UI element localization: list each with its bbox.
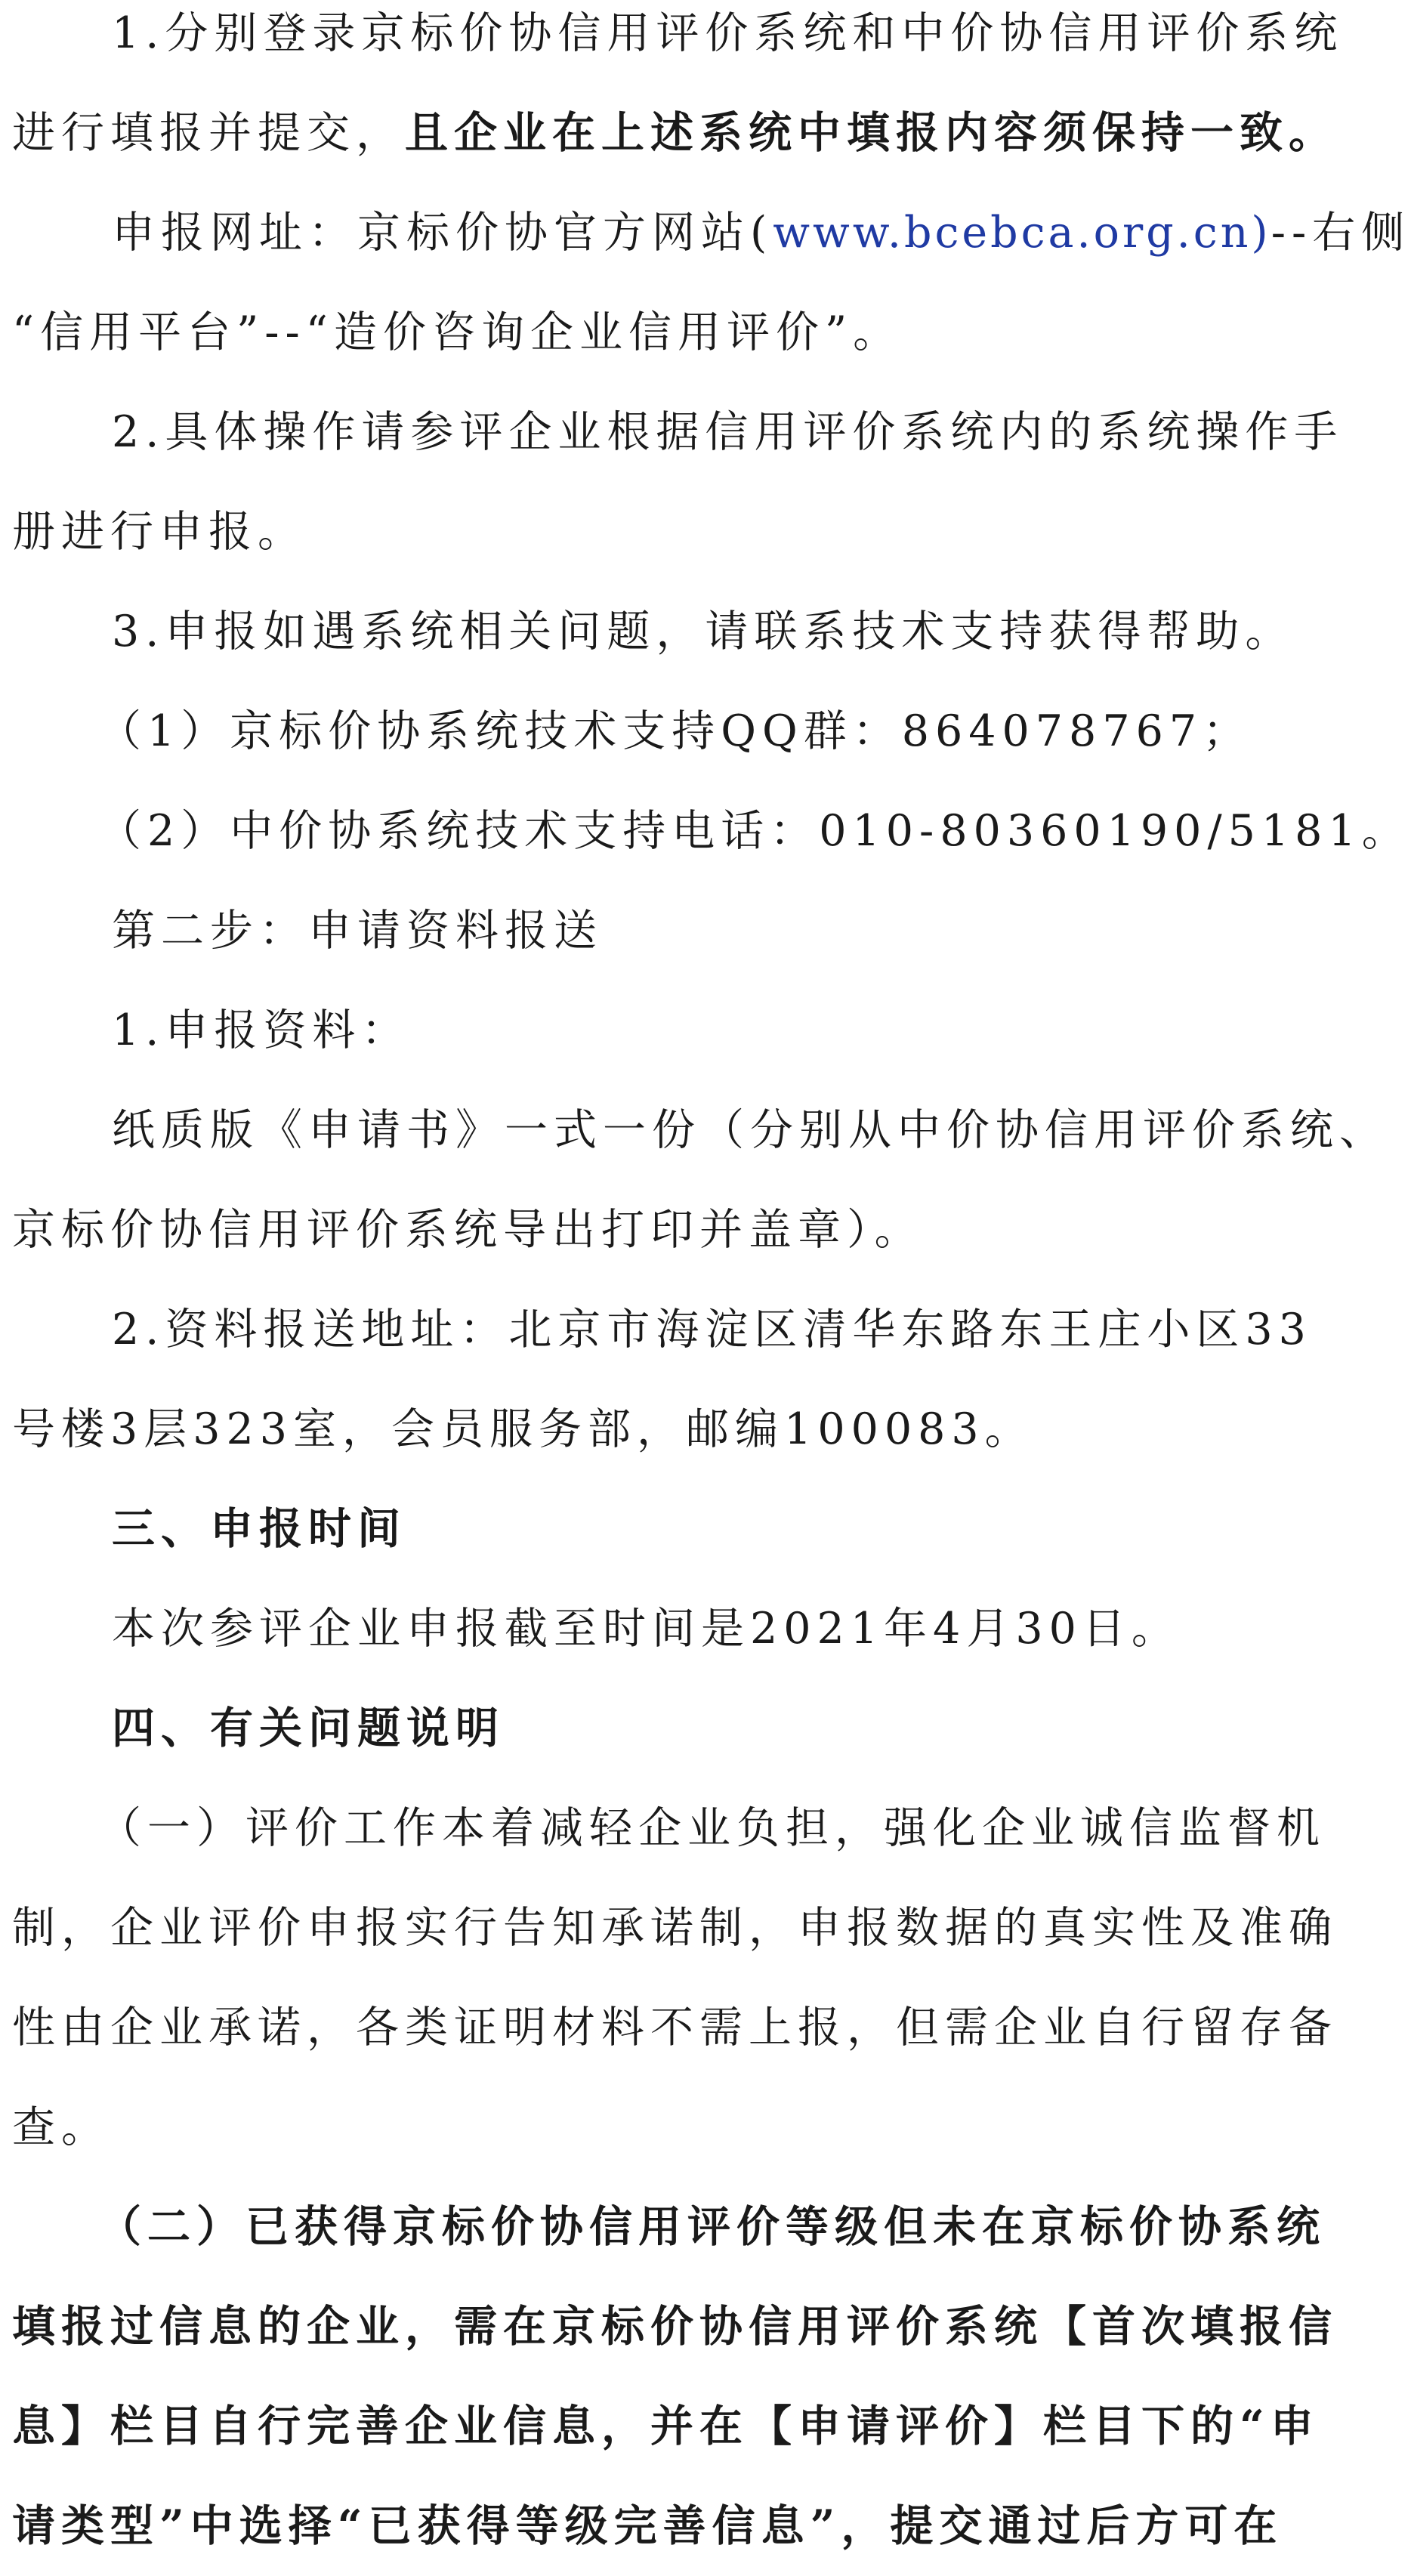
text-line-25 bbox=[12, 2377, 1394, 2476]
line-3-post-text: --右侧 bbox=[1271, 208, 1411, 258]
text-line-8 bbox=[98, 681, 1394, 781]
section-heading-notes bbox=[112, 1679, 1394, 1778]
line-4-text: “信用平台”--“造价咨询企业信用评价”。 bbox=[12, 307, 903, 357]
text-line-23 bbox=[98, 2177, 1394, 2277]
text-line-17 bbox=[112, 1579, 1394, 1679]
line-23-text: （二）已获得京标价协信用评价等级但未在京标价协系统 bbox=[98, 2201, 1326, 2252]
text-line-12 bbox=[112, 1080, 1394, 1180]
text-line-14 bbox=[112, 1280, 1394, 1379]
line-21-text: 性由企业承诺，各类证明材料不需上报，但需企业自行留存备 bbox=[12, 2003, 1338, 2052]
line-11-text: 1.申报资料： bbox=[112, 1005, 411, 1055]
text-line-2 bbox=[12, 83, 1394, 183]
line-5-text: 2.具体操作请参评企业根据信用评价系统内的系统操作手 bbox=[112, 407, 1344, 457]
line-13-text: 京标价协信用评价系统导出打印并盖章）。 bbox=[12, 1205, 924, 1255]
text-line-19 bbox=[98, 1778, 1394, 1878]
text-line-3 bbox=[112, 183, 1411, 283]
line-8-text: （1）京标价协系统技术支持QQ群：864078767； bbox=[98, 706, 1252, 756]
text-line-24 bbox=[12, 2277, 1394, 2377]
line-7-text: 3.申报如遇系统相关问题，请联系技术支持获得帮助。 bbox=[112, 607, 1295, 656]
line-10-text: 第二步：申请资料报送 bbox=[112, 906, 603, 956]
text-line-7 bbox=[112, 582, 1394, 681]
text-line-10 bbox=[112, 881, 1394, 981]
line-6-text: 册进行申报。 bbox=[12, 507, 307, 557]
text-line-15 bbox=[12, 1379, 1394, 1479]
section-heading-time bbox=[112, 1479, 1394, 1579]
line-12-text: 纸质版《申请书》一式一份（分别从中价协信用评价系统、 bbox=[112, 1105, 1388, 1155]
text-line-26 bbox=[12, 2476, 1394, 2576]
text-line-5 bbox=[112, 382, 1394, 482]
website-link[interactable]: www.bcebca.org.cn) bbox=[773, 208, 1271, 258]
text-line-9 bbox=[98, 781, 1411, 881]
line-26-text: 请类型”中选择“已获得等级完善信息”，提交通过后方可在 bbox=[12, 2500, 1283, 2551]
text-line-20 bbox=[12, 1878, 1394, 1978]
text-line-1 bbox=[112, 0, 1394, 83]
line-15-text: 号楼3层323室，会员服务部，邮编100083。 bbox=[12, 1404, 1034, 1454]
text-line-22 bbox=[12, 2077, 1394, 2177]
line-1-text: 1.分别登录京标价协信用评价系统和中价协信用评价系统 bbox=[112, 8, 1344, 58]
line-22-text: 查。 bbox=[12, 2102, 110, 2152]
line-2-text: 进行填报并提交， bbox=[12, 108, 405, 158]
text-line-21 bbox=[12, 1978, 1394, 2077]
line-16-text: 三、申报时间 bbox=[112, 1503, 406, 1554]
text-line-13 bbox=[12, 1180, 1394, 1280]
text-line-6 bbox=[12, 482, 1394, 582]
line-3-text: 申报网址：京标价协官方网站( bbox=[112, 208, 773, 258]
line-25-text: 息】栏目自行完善企业信息，并在【申请评价】栏目下的“申 bbox=[12, 2401, 1320, 2451]
line-14-text: 2.资料报送地址：北京市海淀区清华东路东王庄小区33 bbox=[112, 1305, 1312, 1354]
line-9-text: （2）中价协系统技术支持电话：010-80360190/5181。 bbox=[98, 806, 1411, 856]
line-19-text: （一）评价工作本着减轻企业负担，强化企业诚信监督机 bbox=[98, 1803, 1326, 1853]
line-17-text: 本次参评企业申报截至时间是2021年4月30日。 bbox=[112, 1604, 1181, 1654]
line-18-text: 四、有关问题说明 bbox=[112, 1703, 505, 1753]
text-line-11 bbox=[112, 981, 1394, 1080]
text-line-4 bbox=[12, 283, 1394, 382]
line-24-text: 填报过信息的企业，需在京标价协信用评价系统【首次填报信 bbox=[12, 2301, 1338, 2352]
line-2-bold-text: 且企业在上述系统中填报内容须保持一致。 bbox=[405, 107, 1338, 158]
line-20-text: 制，企业评价申报实行告知承诺制，申报数据的真实性及准确 bbox=[12, 1903, 1338, 1953]
